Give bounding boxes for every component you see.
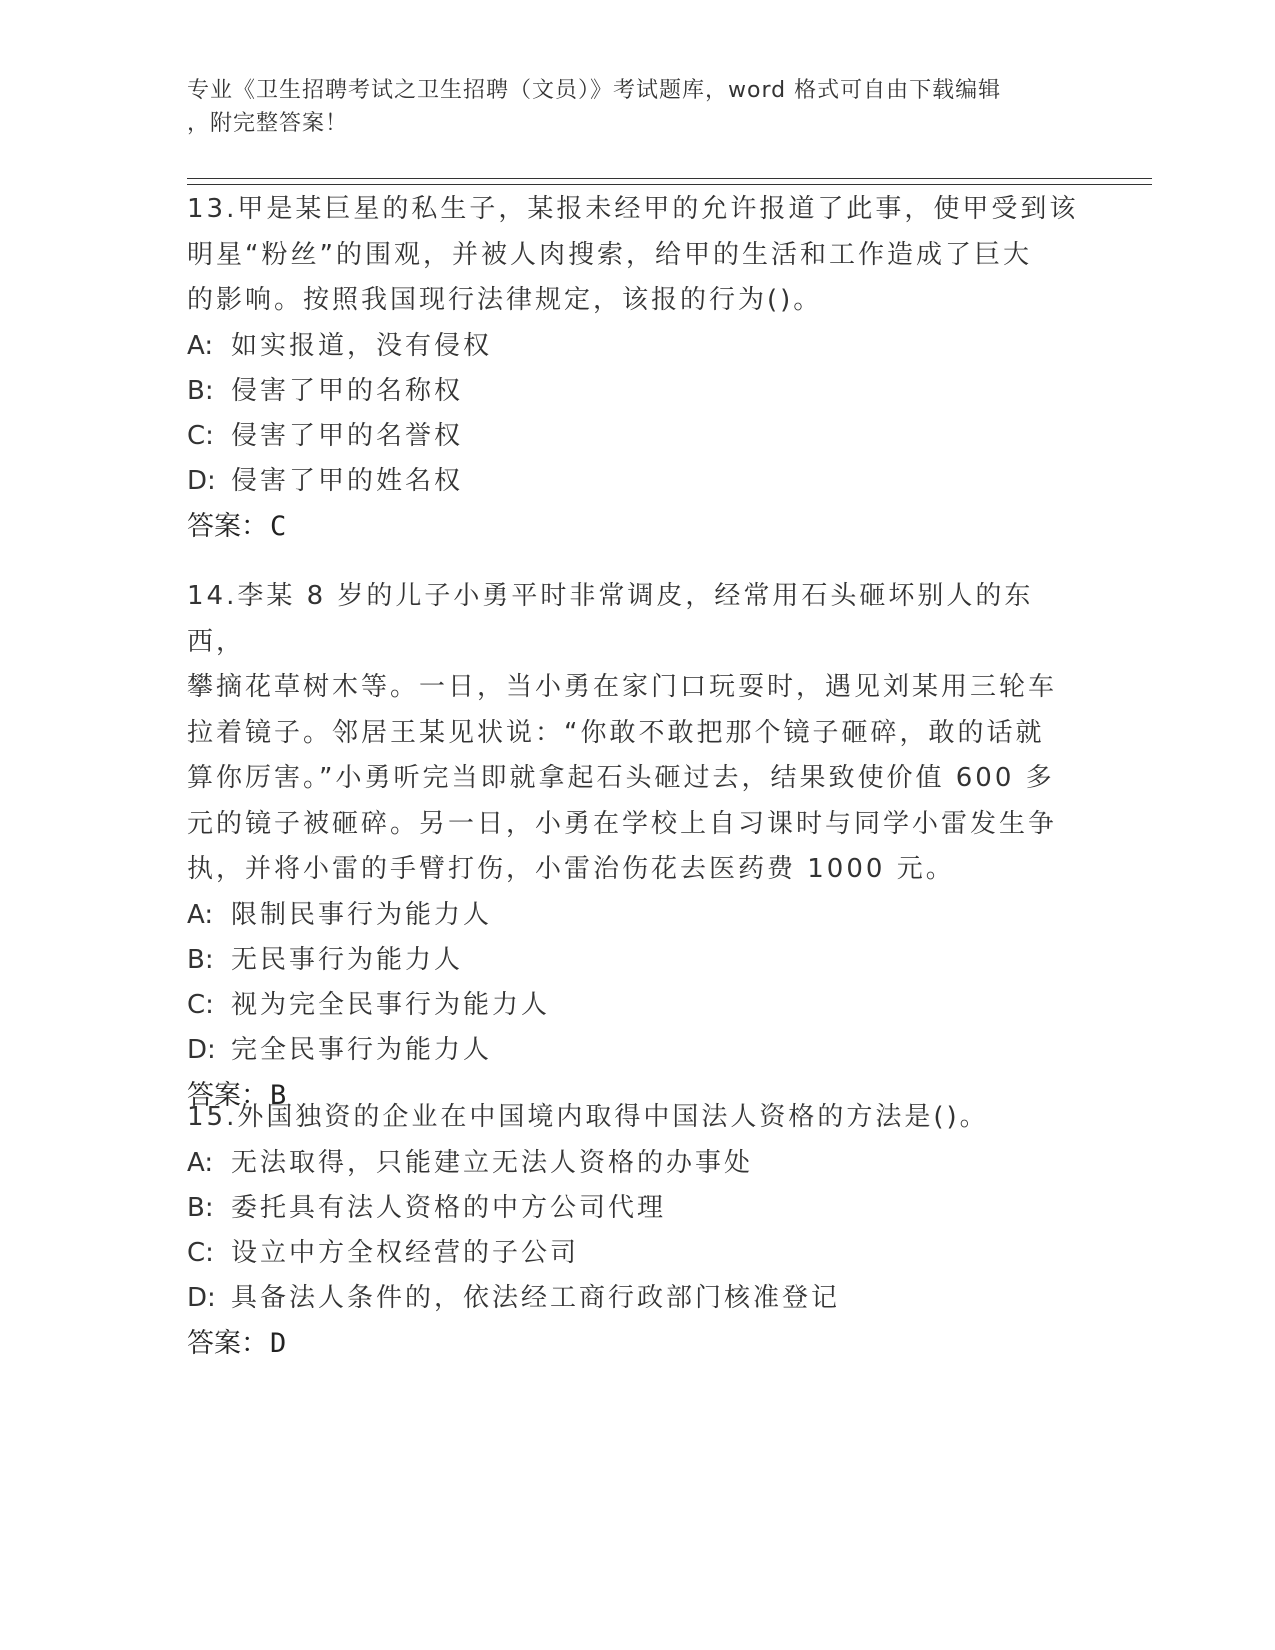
option-c	[187, 1231, 1087, 1276]
option-text: 侵害了甲的姓名权	[231, 465, 464, 496]
answer	[187, 1321, 1087, 1366]
question-14	[187, 574, 1087, 1118]
answer-label: 答案：	[187, 1079, 268, 1111]
option-text: 无法取得，只能建立无法人资格的办事处	[231, 1147, 754, 1178]
option-key: B:	[187, 1192, 214, 1223]
answer-value: D	[270, 1327, 287, 1359]
question-line: 15.外国独资的企业在中国境内取得中国法人资格的方法是()。	[187, 1102, 989, 1132]
question-15	[187, 1095, 1087, 1366]
option-b	[187, 938, 1087, 983]
option-b	[187, 1186, 1087, 1231]
option-key: C:	[187, 1237, 214, 1268]
question-line: 执，并将小雷的手臂打伤，小雷治伤花去医药费 1000 元。	[187, 854, 955, 884]
question-line: 14.李某 8 岁的儿子小勇平时非常调皮，经常用石头砸坏别人的东西，	[187, 581, 1034, 657]
option-key: A:	[187, 1147, 214, 1178]
option-c	[187, 983, 1087, 1028]
option-a	[187, 893, 1087, 938]
question-line: 13.甲是某巨星的私生子，某报未经甲的允许报道了此事，使甲受到该	[187, 194, 1079, 224]
header-line-2: ，附完整答案！	[187, 111, 349, 136]
option-c	[187, 414, 1087, 459]
option-key: D:	[187, 1282, 216, 1313]
option-key: D:	[187, 465, 216, 496]
option-key: D:	[187, 1034, 216, 1065]
option-key: C:	[187, 420, 214, 451]
header-rule-bottom	[187, 184, 1152, 185]
option-key: C:	[187, 989, 214, 1020]
answer-value: B	[270, 1079, 287, 1111]
option-text: 如实报道，没有侵权	[231, 330, 493, 361]
question-line: 元的镜子被砸碎。另一日，小勇在学校上自习课时与同学小雷发生争	[187, 808, 1058, 839]
answer-value: C	[270, 510, 287, 542]
option-d	[187, 1276, 1087, 1321]
question-line: 的影响。按照我国现行法律规定，该报的行为()。	[187, 285, 823, 315]
header-rule-top	[187, 178, 1152, 179]
option-text: 侵害了甲的名誉权	[231, 420, 464, 451]
option-text: 限制民事行为能力人	[231, 899, 493, 930]
option-d	[187, 459, 1087, 504]
question-line: 算你厉害。”小勇听完当即就拿起石头砸过去，结果致使价值 600 多	[187, 763, 1055, 793]
option-text: 具备法人条件的，依法经工商行政部门核准登记	[231, 1282, 841, 1313]
option-key: B:	[187, 944, 214, 975]
option-text: 无民事行为能力人	[231, 944, 464, 975]
answer	[187, 504, 1087, 549]
option-text: 侵害了甲的名称权	[231, 375, 464, 406]
option-text: 视为完全民事行为能力人	[231, 989, 551, 1020]
question-13	[187, 187, 1087, 549]
option-key: A:	[187, 899, 214, 930]
question-line: 攀摘花草树木等。一日，当小勇在家门口玩耍时，遇见刘某用三轮车	[187, 672, 1058, 702]
document-header	[187, 74, 1067, 140]
question-line: 拉着镜子。邻居王某见状说：“你敢不敢把那个镜子砸碎，敢的话就	[187, 717, 1045, 748]
answer-label: 答案：	[187, 1327, 268, 1359]
option-d	[187, 1028, 1087, 1073]
header-line-1: 专业《卫生招聘考试之卫生招聘（文员）》考试题库，word 格式可自由下载编辑	[187, 78, 1002, 103]
option-a	[187, 324, 1087, 369]
option-text: 设立中方全权经营的子公司	[231, 1237, 580, 1268]
answer-label: 答案：	[187, 510, 268, 542]
option-text: 委托具有法人资格的中方公司代理	[231, 1192, 667, 1223]
option-b	[187, 369, 1087, 414]
option-key: A:	[187, 330, 214, 361]
option-text: 完全民事行为能力人	[231, 1034, 493, 1065]
option-a	[187, 1141, 1087, 1186]
option-key: B:	[187, 375, 214, 406]
question-line: 明星“粉丝”的围观，并被人肉搜索，给甲的生活和工作造成了巨大	[187, 239, 1032, 270]
